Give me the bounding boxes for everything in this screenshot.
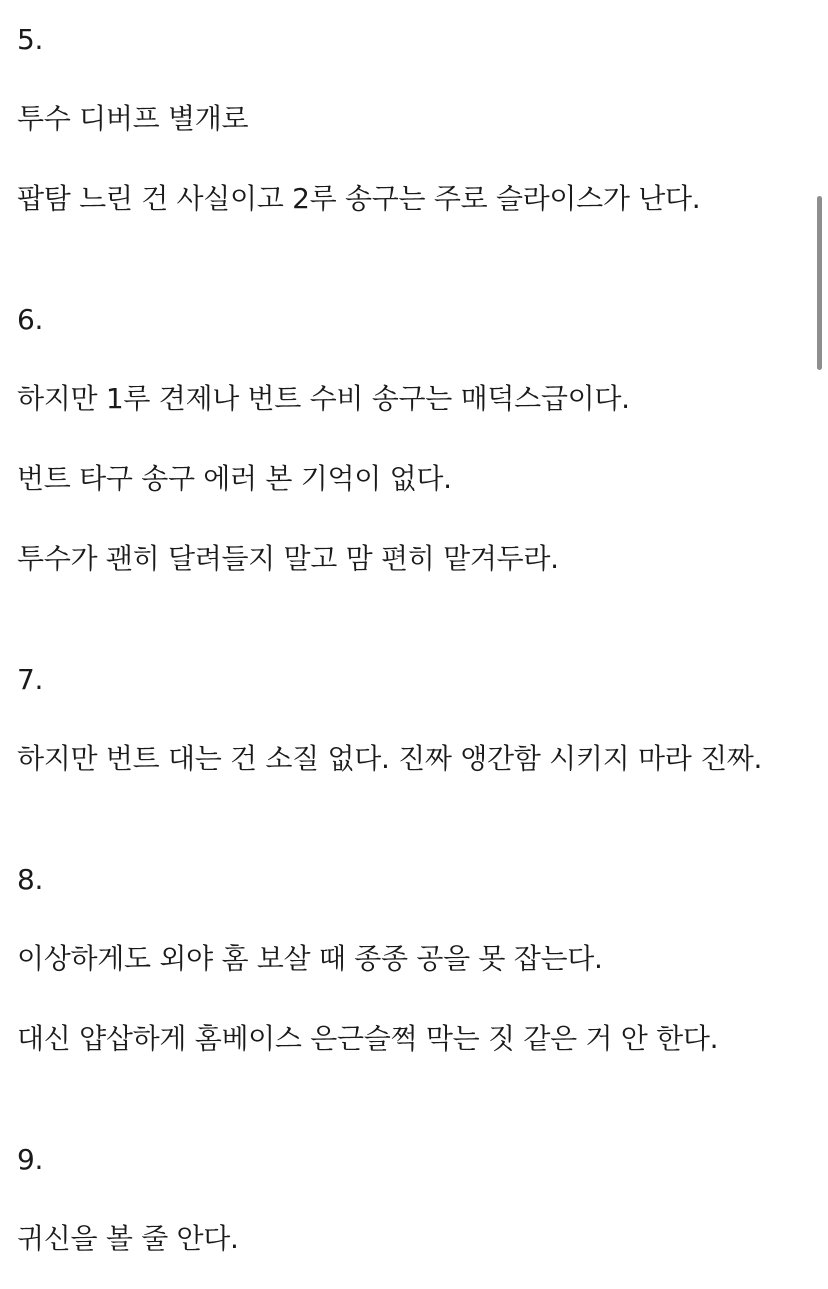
paragraph-line: 투수 디버프 별개로: [17, 102, 249, 135]
paragraph-line: 이상하게도 외야 홈 보살 때 종종 공을 못 잡는다.: [17, 942, 603, 975]
section-number-6: 6.: [17, 303, 44, 336]
section-number-8: 8.: [17, 863, 44, 896]
section-number-9: 9.: [17, 1143, 44, 1176]
section-number-7: 7.: [17, 663, 44, 696]
paragraph-line: 팝탐 느린 건 사실이고 2루 송구는 주로 슬라이스가 난다.: [17, 182, 701, 215]
vertical-scrollbar[interactable]: [817, 196, 822, 370]
paragraph-line: 하지만 1루 견제나 번트 수비 송구는 매덕스급이다.: [17, 382, 630, 415]
section-number-5: 5.: [17, 23, 44, 56]
paragraph-line: 귀신을 볼 줄 안다.: [17, 1222, 239, 1255]
paragraph-line: 투수가 괜히 달려들지 말고 맘 편히 맡겨두라.: [17, 542, 559, 575]
paragraph-line: 하지만 번트 대는 건 소질 없다. 진짜 앵간함 시키지 마라 진짜.: [17, 742, 763, 775]
paragraph-line: 번트 타구 송구 에러 본 기억이 없다.: [17, 462, 452, 495]
paragraph-line: 대신 얍삽하게 홈베이스 은근슬쩍 막는 짓 같은 거 안 한다.: [17, 1022, 719, 1055]
